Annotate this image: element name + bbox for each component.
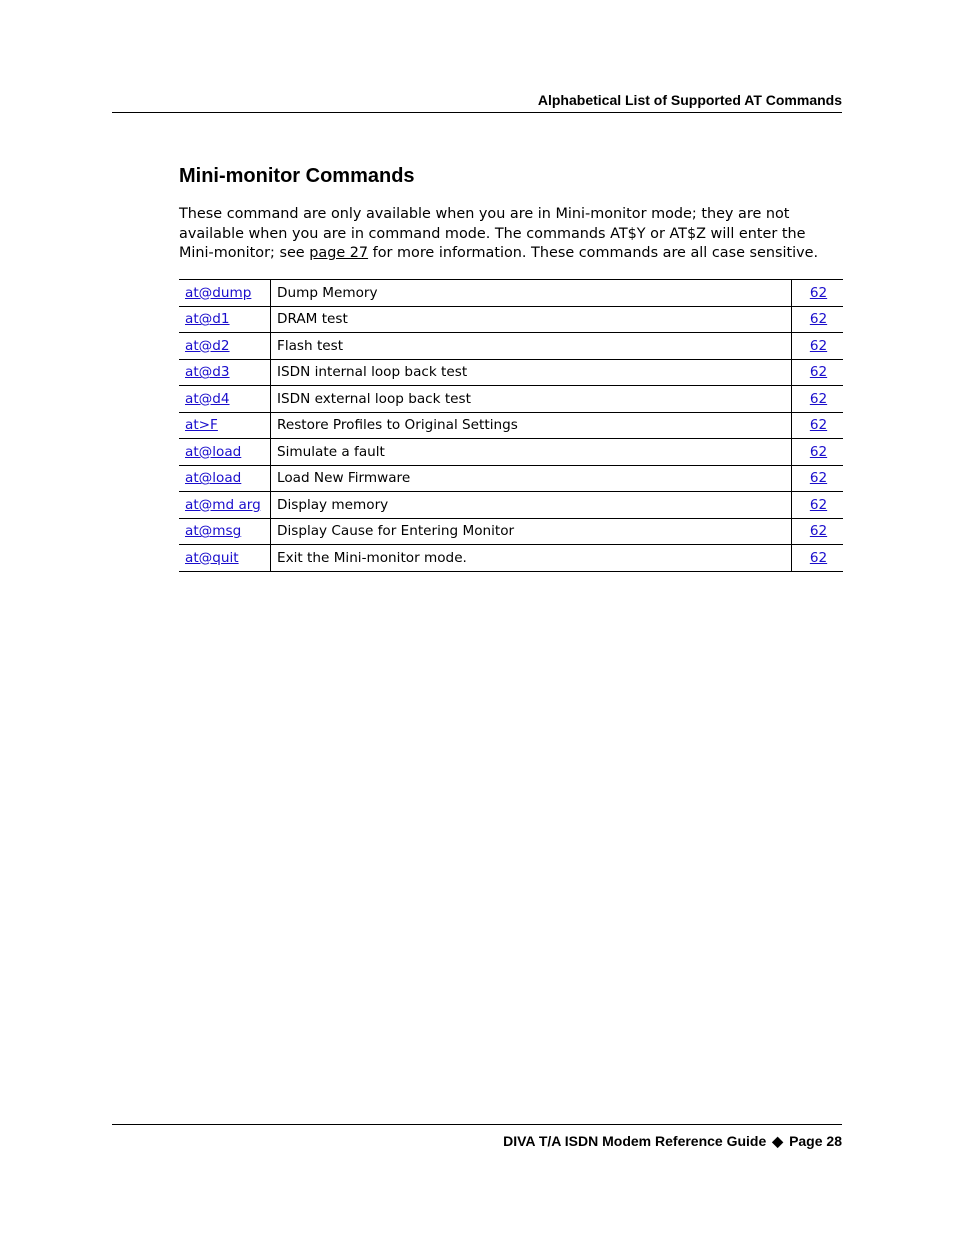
- intro-paragraph: [179, 205, 839, 264]
- page-cell: [792, 359, 844, 386]
- page-cell: [792, 518, 844, 545]
- table-row: [179, 439, 843, 466]
- page-cell: [792, 412, 844, 439]
- table-row: [179, 306, 843, 333]
- table-row: [179, 518, 843, 545]
- description-cell: Display memory: [271, 492, 792, 519]
- intro-text-end: for more information. These commands are all case sensitive.: [368, 245, 819, 261]
- command-link[interactable]: at@d2: [185, 337, 230, 354]
- command-link[interactable]: at@md arg: [185, 496, 261, 513]
- command-cell: [179, 386, 271, 413]
- footer-rule: [112, 1124, 842, 1125]
- page-link[interactable]: 62: [809, 390, 828, 407]
- description-cell: DRAM test: [271, 306, 792, 333]
- running-header: Alphabetical List of Supported AT Commands: [537, 92, 842, 108]
- page-cell: [792, 545, 844, 572]
- command-cell: [179, 439, 271, 466]
- command-link[interactable]: at@load: [185, 470, 242, 487]
- description-cell: Display Cause for Entering Monitor: [271, 518, 792, 545]
- command-cell: [179, 412, 271, 439]
- command-link[interactable]: at@dump: [185, 284, 252, 301]
- description-cell: Exit the Mini-monitor mode.: [271, 545, 792, 572]
- description-cell: Restore Profiles to Original Settings: [271, 412, 792, 439]
- page-link[interactable]: 62: [809, 443, 828, 460]
- page-cell: [792, 280, 844, 307]
- table-row: [179, 280, 843, 307]
- command-cell: [179, 518, 271, 545]
- page-link[interactable]: 62: [809, 337, 828, 354]
- command-cell: [179, 545, 271, 572]
- section-title: Mini-monitor Commands: [179, 165, 415, 187]
- page-cell: [792, 306, 844, 333]
- description-cell: Flash test: [271, 333, 792, 360]
- table-row: [179, 492, 843, 519]
- page-cell: [792, 333, 844, 360]
- table-row: [179, 545, 843, 572]
- table-row: [179, 465, 843, 492]
- table-row: [179, 359, 843, 386]
- page-link[interactable]: 62: [809, 496, 828, 513]
- page-number: Page 28: [789, 1133, 842, 1149]
- intro-page-link[interactable]: page 27: [309, 245, 369, 261]
- command-link[interactable]: at@d1: [185, 311, 230, 328]
- command-link[interactable]: at>F: [185, 417, 218, 434]
- command-cell: [179, 306, 271, 333]
- page-link[interactable]: 62: [809, 364, 828, 381]
- page-link[interactable]: 62: [809, 549, 828, 566]
- page-cell: [792, 465, 844, 492]
- description-cell: ISDN external loop back test: [271, 386, 792, 413]
- page-link[interactable]: 62: [809, 417, 828, 434]
- command-cell: [179, 280, 271, 307]
- page-cell: [792, 492, 844, 519]
- intro-text-start: These command are only available when you are in Mini-monitor mode; they are not available when you are in command mode. The commands AT$Y or AT$Z will enter the Mini-monitor; see: [179, 206, 806, 261]
- table-row: [179, 333, 843, 360]
- command-cell: [179, 333, 271, 360]
- page-link[interactable]: 62: [809, 470, 828, 487]
- command-cell: [179, 492, 271, 519]
- table-row: [179, 412, 843, 439]
- page-cell: [792, 439, 844, 466]
- command-link[interactable]: at@msg: [185, 523, 242, 540]
- table-row: [179, 386, 843, 413]
- command-link[interactable]: at@d3: [185, 364, 230, 381]
- page-link[interactable]: 62: [809, 523, 828, 540]
- description-cell: ISDN internal loop back test: [271, 359, 792, 386]
- description-cell: Load New Firmware: [271, 465, 792, 492]
- command-link[interactable]: at@quit: [185, 549, 239, 566]
- description-cell: Simulate a fault: [271, 439, 792, 466]
- guide-title: DIVA T/A ISDN Modem Reference Guide: [503, 1133, 767, 1149]
- commands-table-body: [179, 280, 843, 572]
- diamond-icon: ◆: [772, 1133, 784, 1149]
- running-footer: [112, 1131, 842, 1151]
- command-link[interactable]: at@load: [185, 443, 242, 460]
- command-cell: [179, 359, 271, 386]
- page-link[interactable]: 62: [809, 284, 828, 301]
- page-link[interactable]: 62: [809, 311, 828, 328]
- description-cell: Dump Memory: [271, 280, 792, 307]
- page-cell: [792, 386, 844, 413]
- commands-table: [179, 279, 843, 572]
- command-link[interactable]: at@d4: [185, 390, 230, 407]
- header-rule: [112, 112, 842, 113]
- command-cell: [179, 465, 271, 492]
